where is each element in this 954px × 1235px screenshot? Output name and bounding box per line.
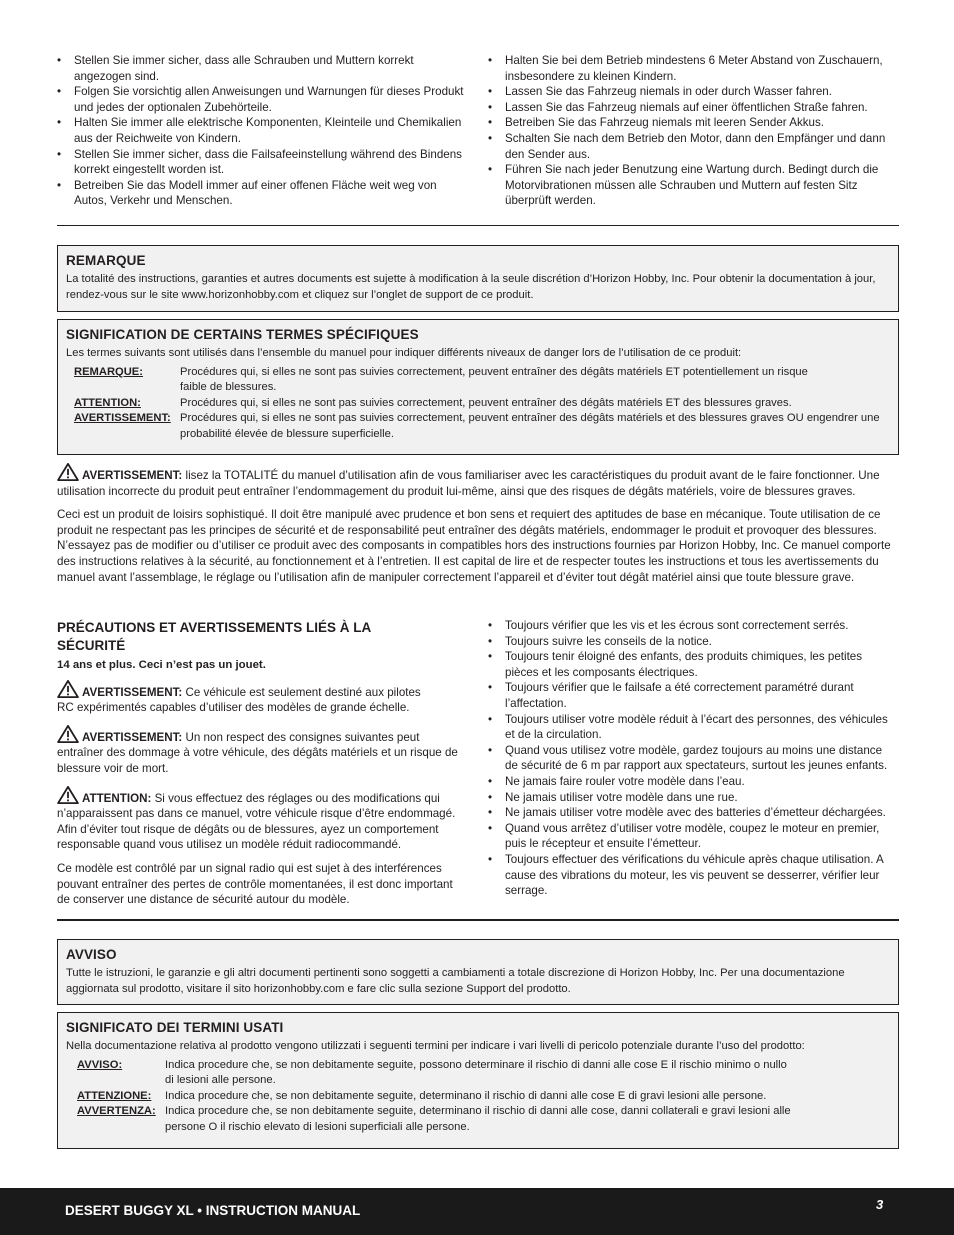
fr-notice-text: La totalité des instructions, garanties et autres documents est sujette à modification à la seule discrétion d’Horizon Hobby, Inc. Pour obtenir la documentation à jour, rendez-vous sur le site www.horizonhobby.com et cliquez sur l’onglet de support de ce produit. [66,273,876,301]
fr-warning-para: Ceci est un produit de loisirs sophistiqué. Il doit être manipulé avec prudence et bon sens et requiert des aptitudes de base en mécanique. Toute utilisation de ce produit ne respectant pas les principes de sécurité et de responsabilité peut entraîner des dégâts matériels, endommager le produit et provoquer des blessures. N’essayez pas de modifier ou d’utiliser ce produit avec des composants in compatibles hors des instructions fournies par Horizon Hobby, Inc. Ce manuel comporte des instructions relatives à la sécurité, au fonctionnement et à l’entretien. Il est capital de lire et de respecter toutes les instructions et tous les avertissements du manuel avant l’assemblage, le réglage ou l’utilisation afin de manipuler correctement l’appareil et d’éviter tout dégât matériel ainsi que toute blessure grave. [57,508,891,584]
warning-triangle-icon [57,725,79,743]
attention-triangle-icon [57,786,79,804]
fr-warning-body: lisez la TOTALITÉ du manuel d’utilisation afin de vous familiariser avec les caractéristiques du produit avant de le faire fonctionner. Une utilisation incorrecte du produit peut entraîner l’endommagement du produit lui-même, ainsi que des risques de dégâts matériels, voire de blessures graves. [57,469,880,498]
fr-notice-box [57,245,899,312]
warning-triangle-icon [57,463,79,481]
fr-safety-list [488,618,888,899]
warning-triangle-icon [57,680,79,698]
term-key: AVVERTENZA: [77,1105,156,1118]
list-item: • Toujours tenir éloigné des enfants, des produits chimiques, les petites pièces et les composants électriques. [488,649,888,680]
fr-safety-w2-text: Un non respect des consignes suivantes peut entraîner des dommage à votre véhicule, des dégâts matériels et un risque de blessure voir de mort. [57,730,458,775]
term-definition: Indica procedure che, se non debitamente seguite, possono determinare il rischio di danni alle cose E il rischio minimo o nullo di lesioni alle persone. [165,1058,787,1087]
it-terms-box [57,1012,899,1149]
list-item: • Toujours effectuer des vérifications du véhicule après chaque utilisation. A cause des vibrations du moteur, les vis peuvent se desserrer, vérifier leur serrage. [488,852,888,899]
list-item: • Toujours vérifier que le failsafe a été correctement paramétré durant l’affectation. [488,680,888,711]
fr-warning-block [57,463,899,585]
fr-safety-w3-text: Si vous effectuez des réglages ou des modifications qui n’apparaissent pas dans ce manuel, votre véhicule risque d’être endommagé. Afin d’éviter tout risque de dégâts ou de blessures, ayez un comportement responsable quand vous utilisez un modèle réduit radiocommandé. [57,791,456,852]
it-notice-text: Tutte le istruzioni, le garanzie e gli altri documenti pertinenti sono soggetti a cambiamenti a totale discrezione di Horizon Hobby, Inc. Per una documentazione aggiornata sul prodotto, visitare il sito horizonhobby.com e fare clic sulla sezione Support del prodotto. [66,967,845,995]
term-row [77,1089,890,1105]
divider-2 [57,919,899,921]
fr-notice-title: REMARQUE [66,253,146,268]
fr-safety-warning-1 [57,680,427,716]
term-key: ATTENTION: [74,396,141,409]
list-item: • Lassen Sie das Fahrzeug niemals auf einer öffentlichen Straße fahren. [488,100,899,116]
list-item: • Lassen Sie das Fahrzeug niemals in oder durch Wasser fahren. [488,84,899,100]
term-row [74,411,890,442]
it-notice-box [57,939,899,1005]
divider-1 [57,225,899,226]
list-item: • Quand vous utilisez votre modèle, gardez toujours au moins une distance de sécurité de 6 m par rapport aux spectateurs, surtout les jeunes enfants. [488,743,888,774]
term-definition: Procédures qui, si elles ne sont pas suivies correctement, peuvent entraîner des dégâts matériels et des blessures graves OU engendrer une probabilité élevée de blessure superficielle. [180,412,880,440]
list-item: • Betreiben Sie das Modell immer auf einer offenen Fläche weit weg von Autos, Verkehr und Menschen. [57,178,470,209]
term-key: AVERTISSEMENT: [74,412,171,425]
term-definition: Procédures qui, si elles ne sont pas suivies correctement, peuvent entraîner des dégâts matériels ET potentiellement un risque faible de blessures. [180,365,808,394]
term-key: REMARQUE: [74,365,143,378]
list-item: • Halten Sie bei dem Betrieb mindestens 6 Meter Abstand von Zuschauern, insbesondere zu kleinen Kindern. [488,53,899,84]
term-row [74,365,890,396]
footer-title: DESERT BUGGY XL • INSTRUCTION MANUAL [65,1203,361,1218]
fr-safety-warning-3 [57,786,470,853]
fr-warning-label: AVERTISSEMENT: [82,469,183,482]
list-item: • Halten Sie immer alle elektrische Komponenten, Kleinteile und Chemikalien aus der Reichweite von Kindern. [57,115,470,146]
list-item: • Folgen Sie vorsichtig allen Anweisungen und Warnungen für dieses Produkt und jedes der optionalen Zubehörteile. [57,84,470,115]
term-definition: Procédures qui, si elles ne sont pas suivies correctement, peuvent entraîner des dégâts matériels ET des blessures graves. [180,396,792,409]
german-right-list [488,53,899,209]
it-notice-title: AVVISO [66,947,117,962]
german-left-column [57,53,470,209]
list-item: • Betreiben Sie das Fahrzeug niemals mit leeren Sender Akkus. [488,115,899,131]
list-item: • Führen Sie nach jeder Benutzung eine Wartung durch. Bedingt durch die Motorvibrationen müssen alle Schrauben und Muttern auf festen Sitz überprüft werden. [488,162,899,209]
term-row [74,396,890,412]
fr-safety-title: PRÉCAUTIONS ET AVERTISSEMENTS LIÉS À LA SÉCURITÉ [57,620,371,653]
list-item: • Toujours suivre les conseils de la notice. [488,634,888,650]
fr-safety-w2-label: AVERTISSEMENT: [82,730,183,744]
it-terms-intro: Nella documentazione relativa al prodotto vengono utilizzati i seguenti termini per indicare i vari livelli di pericolo potenziale durante l’uso del prodotto: [66,1040,805,1052]
term-row [77,1058,890,1089]
list-item: • Ne jamais utiliser votre modèle avec des batteries d’émetteur déchargées. [488,805,888,821]
fr-safety-age: 14 ans et plus. Ceci n’est pas un jouet. [57,659,266,671]
it-terms-list [66,1058,890,1136]
fr-terms-box [57,319,899,455]
fr-terms-title: SIGNIFICATION DE CERTAINS TERMES SPÉCIFIQUES [66,327,419,342]
term-definition: Indica procedure che, se non debitamente seguite, determinano il rischio di danni alle cose E di gravi lesioni alle persone. [165,1089,767,1102]
term-key: AVVISO: [77,1058,123,1071]
list-item: • Ne jamais utiliser votre modèle dans une rue. [488,790,888,806]
term-definition: Indica procedure che, se non debitamente seguite, determinano il rischio di danni alle cose, danni collaterali e gravi lesioni alle persone O il rischio elevato di lesioni superficiali alle persone. [165,1105,791,1133]
term-key: ATTENZIONE: [77,1089,152,1102]
german-left-list [57,53,470,209]
fr-terms-intro: Les termes suivants sont utilisés dans l’ensemble du manuel pour indiquer différents niveaux de danger lors de l’utilisation de ce produit: [66,347,742,359]
list-item: • Ne jamais faire rouler votre modèle dans l’eau. [488,774,888,790]
fr-safety-w1-text: Ce véhicule est seulement destiné aux pilotes RC expérimentés capables d’utiliser des modèles de grande échelle. [57,685,421,715]
fr-safety-para: Ce modèle est contrôlé par un signal radio qui est sujet à des interférences pouvant entraîner des pertes de contrôle momentanées, il est donc important de conserver une distance de sécurité autour du modèle. [57,861,453,907]
fr-safety-w1-label: AVERTISSEMENT: [82,685,183,699]
term-row [77,1104,890,1135]
list-item: • Toujours utiliser votre modèle réduit à l’écart des personnes, des véhicules et de la circulation. [488,712,888,743]
german-right-column [488,53,899,209]
list-item: • Quand vous arrêtez d’utiliser votre modèle, coupez le moteur en premier, puis le récepteur et ensuite l’émetteur. [488,821,888,852]
fr-warning-text [57,463,899,499]
fr-safety-warning-2 [57,725,462,777]
fr-safety-w3-label: ATTENTION: [82,791,152,805]
list-item: • Schalten Sie nach dem Betrieb den Motor, dann den Empfänger und dann den Sender aus. [488,131,899,162]
fr-safety-left [57,619,470,908]
fr-terms-list [66,365,890,443]
it-terms-title: SIGNIFICATO DEI TERMINI USATI [66,1020,284,1035]
fr-safety-right [488,618,888,899]
list-item: • Toujours vérifier que les vis et les écrous sont correctement serrés. [488,618,888,634]
list-item: • Stellen Sie immer sicher, dass alle Schrauben und Muttern korrekt angezogen sind. [57,53,470,84]
list-item: • Stellen Sie immer sicher, dass die Failsafeeinstellung während des Bindens korrekt eingestellt worden ist. [57,147,470,178]
footer-bar [0,1188,954,1235]
page-number: 3 [876,1197,884,1212]
